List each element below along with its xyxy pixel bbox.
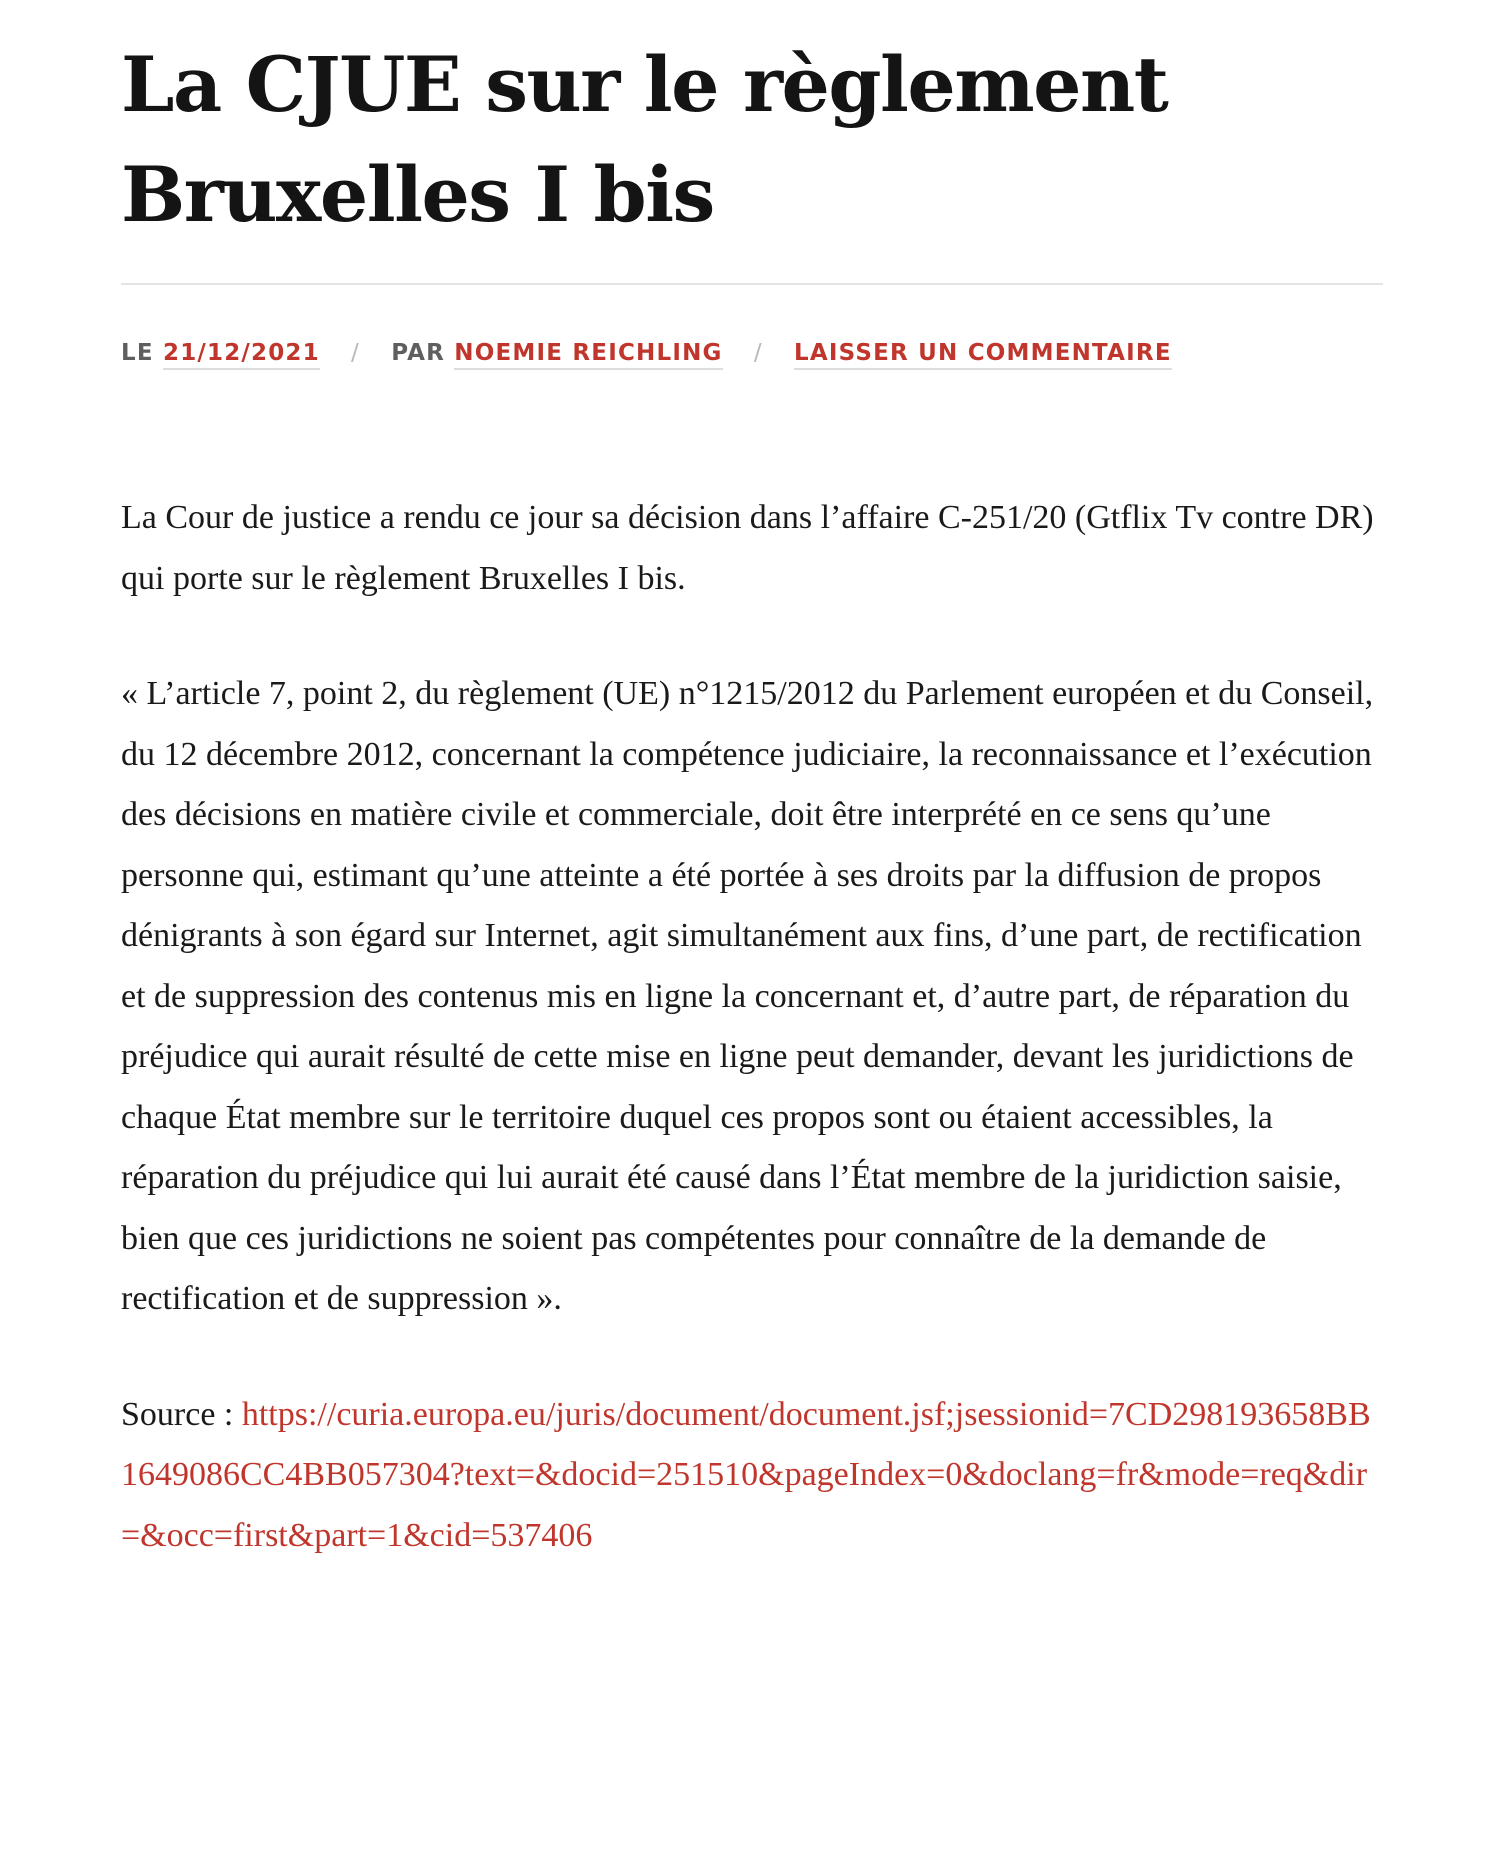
post-content	[121, 488, 1383, 1566]
author-link[interactable]: NOEMIE REICHLING	[454, 340, 722, 370]
leave-comment-link[interactable]: LAISSER UN COMMENTAIRE	[794, 340, 1172, 370]
meta-separator: /	[753, 340, 763, 366]
post-meta	[121, 336, 1383, 370]
meta-separator: /	[351, 340, 360, 366]
post-title-line-1: La CJUE sur le règlement	[121, 40, 1168, 129]
source-label: Source :	[121, 1395, 242, 1433]
author-prefix: PAR	[391, 340, 446, 366]
post-date-link[interactable]: 21/12/2021	[163, 340, 320, 370]
source-paragraph	[121, 1385, 1383, 1567]
post-title	[121, 30, 1383, 250]
article	[121, 30, 1383, 1621]
intro-paragraph: La Cour de justice a rendu ce jour sa décision dans l’affaire C-251/20 (Gtflix Tv contre DR) qui porte sur le règlement Bruxelles I bis.	[121, 499, 1374, 597]
post-title-line-2: Bruxelles I bis	[121, 150, 714, 239]
quote-paragraph: « L’article 7, point 2, du règlement (UE) n°1215/2012 du Parlement européen et du Conseil, du 12 décembre 2012, concernant la compétence judiciaire, la reconnaissance et l’exécution des décisions en matière civile et commerciale, doit être interprété en ce sens qu’une personne qui, estimant qu’une atteinte a été portée à ses droits par la diffusion de propos dénigrants à son égard sur Internet, agit simultanément aux fins, d’une part, de rectification et de suppression des contenus mis en ligne la concernant et, d’autre part, de réparation du préjudice qui aurait résulté de cette mise en ligne peut demander, devant les juridictions de chaque État membre sur le territoire duquel ces propos sont ou étaient accessibles, la réparation du préjudice qui lui aurait été causé dans l’État membre de la juridiction saisie, bien que ces juridictions ne soient pas compétentes pour connaître de la demande de rectification et de suppression ».	[121, 675, 1374, 1317]
source-link[interactable]: https://curia.europa.eu/juris/document/document.jsf;jsessionid=7CD298193658BB1649086CC4BB057304?text=&docid=251510&pageIndex=0&doclang=fr&mode=req&dir=&occ=first&part=1&cid=537406	[121, 1395, 1371, 1554]
date-prefix: LE	[121, 340, 154, 366]
title-divider	[121, 283, 1383, 285]
